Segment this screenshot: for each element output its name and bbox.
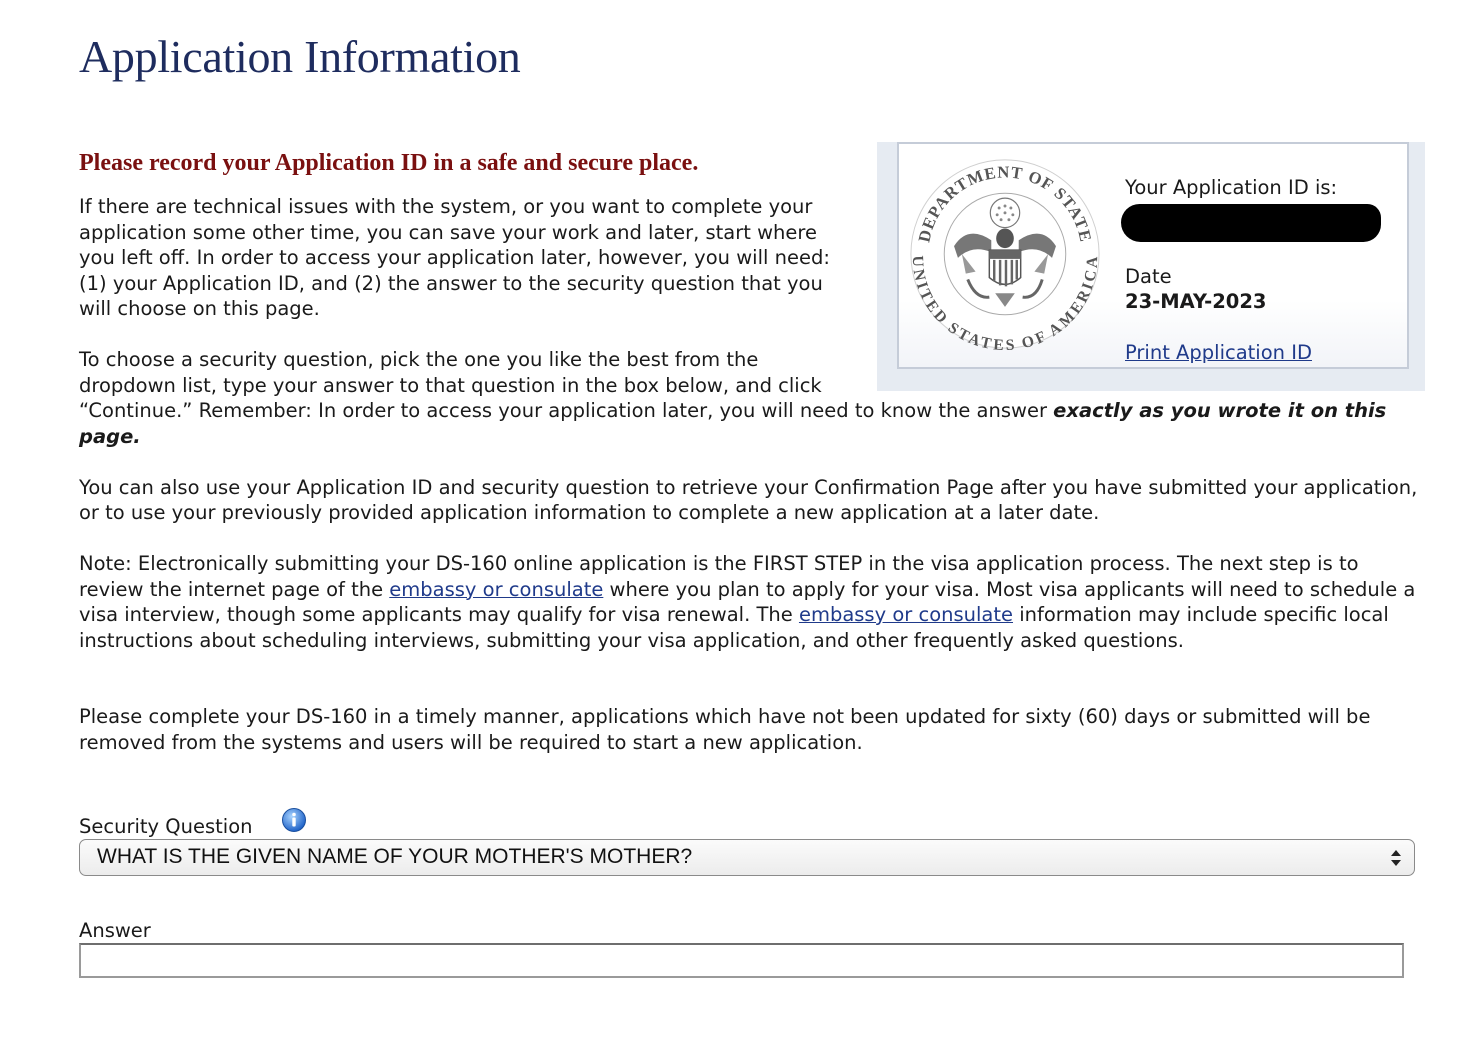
department-of-state-seal-icon	[907, 156, 1103, 352]
date-value: 23-MAY-2023	[1125, 290, 1267, 313]
timely-completion-paragraph: Please complete your DS-160 in a timely manner, applications which have not been updated for sixty (60) days or submitted will be removed from the systems and users will be required to start a new application.	[79, 705, 1371, 754]
technical-issues-paragraph: If there are technical issues with the system, or you want to complete your application some other time, you can save your work and later, start where you left off. In order to access your application later, however, you will need: (1) your Application ID, and (2) the answer to the security question that you will choose on this page.	[79, 195, 830, 320]
page-title: Application Information	[79, 31, 521, 82]
note-text-part2: where you plan to apply for your visa. Most visa applicants will need to schedule a visa interview, though some applicants may qualify for visa renewal. The	[79, 577, 1416, 626]
info-icon[interactable]	[281, 807, 307, 833]
date-label: Date	[1125, 265, 1172, 288]
security-question-label: Security Question	[79, 815, 253, 838]
embassy-consulate-link[interactable]: embassy or consulate	[389, 577, 604, 601]
svg-text:UNITED STATES OF AMERICA: UNITED STATES OF AMERICA	[908, 255, 1102, 352]
record-id-warning-heading: Please record your Application ID in a safe and secure place.	[79, 150, 699, 176]
note-paragraph	[79, 551, 1419, 653]
choose-question-text: To choose a security question, pick the one you like the best from the dropdown list, type your answer to that question in the box below, and click “Continue.” Remember: In order to access your application later, you will need to know the answer	[79, 348, 1054, 422]
embassy-consulate-link-2[interactable]: embassy or consulate	[798, 603, 1014, 626]
select-arrows-icon	[1390, 848, 1402, 868]
application-id-label: Your Application ID is:	[1125, 176, 1338, 199]
answer-input[interactable]	[79, 943, 1404, 978]
security-question-select[interactable]	[79, 839, 1415, 876]
note-text-part1: Note: Electronically submitting your DS-160 online application is the FIRST STEP in the visa application process. The next step is to review the internet page of the	[79, 552, 1359, 601]
svg-text:DEPARTMENT OF STATE: DEPARTMENT OF STATE	[914, 162, 1096, 245]
application-id-box	[897, 142, 1409, 369]
print-application-id-link[interactable]: Print Application ID	[1125, 341, 1312, 364]
redacted-application-id	[1121, 204, 1381, 242]
exactly-as-emphasis: exactly as you wrote it on this page.	[79, 399, 1387, 448]
application-id-panel	[877, 142, 1425, 391]
retrieve-confirmation-paragraph: You can also use your Application ID and security question to retrieve your Confirmation Page after you have submitted your application, or to use your previously provided application information to complete a new application at a later date.	[79, 475, 1418, 524]
answer-label: Answer	[79, 919, 151, 942]
note-text-part3: information may include specific local instructions about scheduling interviews, submitting your visa application, and other frequently asked questions.	[79, 603, 1389, 652]
security-question-selected-value: WHAT IS THE GIVEN NAME OF YOUR MOTHER'S MOTHER?	[97, 845, 693, 868]
